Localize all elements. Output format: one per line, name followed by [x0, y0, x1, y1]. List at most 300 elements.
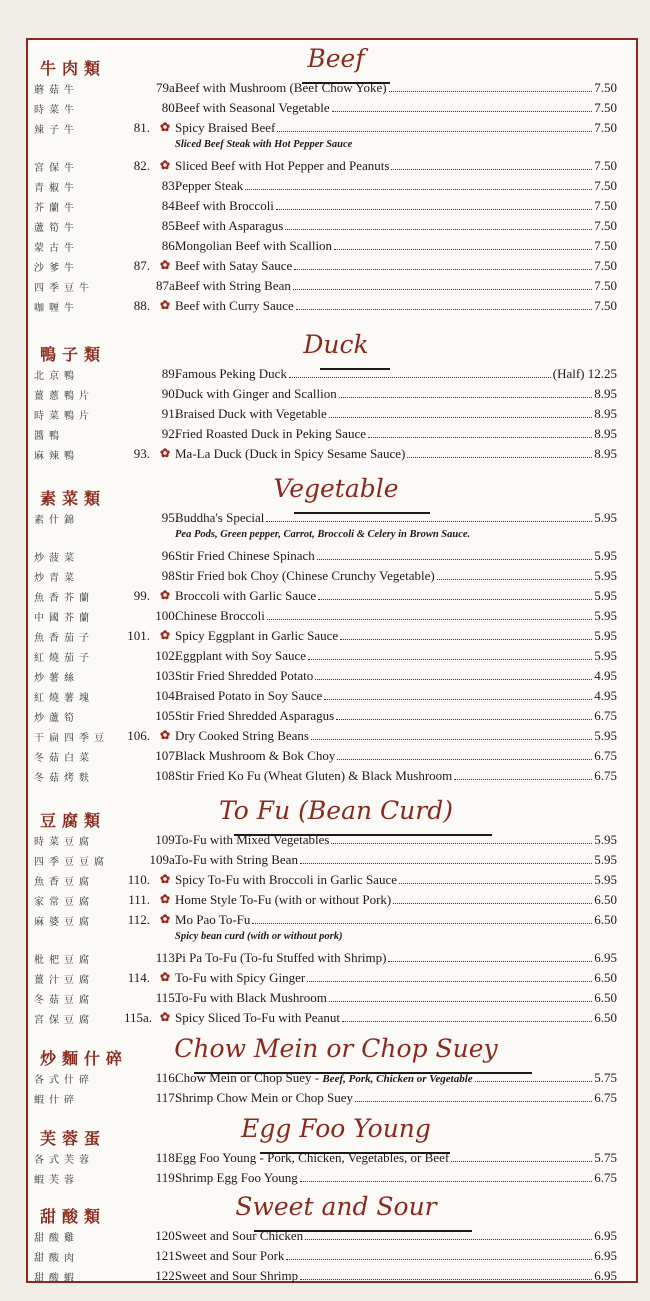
item-name: Pepper Steak [175, 178, 244, 193]
item-price: 6.50 [594, 1010, 617, 1025]
menu-item [28, 508, 636, 528]
dot-leader [437, 570, 593, 580]
dot-leader [300, 854, 592, 864]
menu-item [28, 988, 636, 1008]
item-price: 6.75 [594, 708, 617, 723]
item-price: 6.75 [594, 1090, 617, 1105]
item-number: 115a. [124, 1010, 153, 1025]
item-line [175, 510, 617, 526]
item-name-chinese: 青椒牛 [34, 183, 79, 194]
dot-leader [252, 914, 592, 924]
menu-item [28, 1266, 636, 1286]
menu-page [26, 38, 638, 1283]
dot-leader [329, 992, 592, 1002]
menu-item [28, 766, 636, 786]
item-number: 99. [133, 588, 150, 603]
item-name-chinese: 蒙古牛 [34, 243, 79, 254]
dot-leader [393, 894, 592, 904]
dot-leader [342, 1012, 592, 1022]
item-number: 83. [161, 178, 178, 193]
dot-leader [337, 750, 592, 760]
item-line [175, 298, 617, 314]
item-price: 8.95 [594, 386, 617, 401]
item-name-chinese: 四季豆豆腐 [34, 857, 109, 868]
item-name-chinese: 魚香茄子 [34, 633, 94, 644]
item-line [175, 386, 617, 402]
item-name-chinese: 沙爹牛 [34, 263, 79, 274]
item-name: Home Style To-Fu (with or without Pork) [175, 892, 392, 907]
item-number: 81. [133, 120, 150, 135]
item-price: 7.50 [594, 298, 617, 313]
item-line [175, 668, 617, 684]
item-price: 6.75 [594, 1170, 617, 1185]
item-name: Stir Fried bok Choy (Chinese Crunchy Vegetable) [175, 568, 435, 583]
spicy-icon: ✿ [159, 628, 170, 642]
item-price: 7.50 [594, 120, 617, 135]
item-name-chinese: 薑汁豆腐 [34, 975, 94, 986]
item-name: Beef with Broccoli [175, 198, 274, 213]
item-price: 5.95 [594, 568, 617, 583]
spicy-icon: ✿ [159, 158, 170, 172]
item-name: Beef with Seasonal Vegetable [175, 100, 330, 115]
dot-leader [329, 408, 593, 418]
menu-item [28, 1008, 636, 1028]
item-description: Spicy bean curd (with or without pork) [175, 931, 343, 942]
item-name: Braised Duck with Vegetable [175, 406, 327, 421]
item-name: Famous Peking Duck [175, 366, 287, 381]
item-line [175, 892, 617, 908]
item-name-chinese: 干扁四季豆 [34, 733, 109, 744]
dot-leader [308, 650, 592, 660]
item-name-chinese: 薑蔥鴨片 [34, 391, 94, 402]
item-line [175, 548, 617, 564]
item-number: 102. [155, 648, 178, 663]
item-line [175, 832, 617, 848]
item-number: 120. [155, 1228, 178, 1243]
item-price: 7.50 [594, 278, 617, 293]
dot-leader [332, 102, 593, 112]
item-line [175, 688, 617, 704]
item-price: 5.95 [594, 728, 617, 743]
item-name: Sweet and Sour Pork [175, 1248, 285, 1263]
item-name: Stir Fried Shredded Potato [175, 668, 314, 683]
spicy-icon: ✿ [159, 728, 170, 742]
item-number: 122. [155, 1268, 178, 1283]
dot-leader [331, 834, 592, 844]
item-name: Spicy Eggplant in Garlic Sauce [175, 628, 339, 643]
item-name-chinese: 咖喱牛 [34, 303, 79, 314]
item-line [175, 588, 617, 604]
menu-item [28, 78, 636, 98]
dot-leader [311, 730, 592, 740]
item-number: 106. [127, 728, 150, 743]
item-name-chinese: 蝦什碎 [34, 1095, 79, 1106]
menu-item [28, 1168, 636, 1188]
item-price: 8.95 [594, 406, 617, 421]
item-number: 87a. [155, 278, 178, 293]
item-price: 6.95 [594, 1268, 617, 1283]
section-title: Egg Foo Young [241, 1114, 431, 1143]
section-title: Chow Mein or Chop Suey [174, 1034, 498, 1063]
item-line [175, 628, 617, 644]
dot-leader [293, 280, 592, 290]
dot-leader [336, 710, 592, 720]
item-name-chinese: 時菜豆腐 [34, 837, 94, 848]
item-name-chinese: 素什錦 [34, 515, 79, 526]
item-name-chinese: 魚香芥蘭 [34, 593, 94, 604]
item-number: 84. [161, 198, 178, 213]
item-name: Ma-La Duck (Duck in Spicy Sesame Sauce) [175, 446, 406, 461]
menu-item [28, 910, 636, 930]
item-name-chinese: 宮保豆腐 [34, 1015, 94, 1026]
item-number: 100. [155, 608, 178, 623]
item-name: To-Fu with Mixed Vegetables [175, 832, 330, 847]
item-name-chinese: 時菜鴨片 [34, 411, 94, 422]
item-name-chinese: 炒蘆筍 [34, 713, 79, 724]
item-name: Shrimp Chow Mein or Chop Suey [175, 1090, 354, 1105]
menu-item [28, 606, 636, 626]
item-number: 85. [161, 218, 178, 233]
item-price: 6.95 [594, 950, 617, 965]
item-number: 82. [133, 158, 150, 173]
dot-leader [334, 240, 592, 250]
item-line [175, 912, 617, 928]
item-line [175, 1268, 617, 1284]
section-title: Vegetable [273, 474, 399, 503]
dot-leader [317, 550, 593, 560]
menu-item [28, 850, 636, 870]
item-name-chinese: 魚香豆腐 [34, 877, 94, 888]
item-number: 86. [161, 238, 178, 253]
item-name: Chow Mein or Chop Suey - Beef, Pork, Chicken or Vegetable [175, 1070, 473, 1085]
item-number: 114. [127, 970, 150, 985]
menu-item [28, 1088, 636, 1108]
item-number: 116. [155, 1070, 178, 1085]
item-price: 6.75 [594, 768, 617, 783]
menu-item [28, 156, 636, 176]
item-number: 79a. [155, 80, 178, 95]
item-price: 7.50 [594, 178, 617, 193]
item-number: 111. [128, 892, 150, 907]
item-line [175, 1228, 617, 1244]
item-name: Beef with Satay Sauce [175, 258, 293, 273]
item-name-chinese: 冬菇白菜 [34, 753, 94, 764]
item-price: 6.95 [594, 1248, 617, 1263]
section-title-chinese: 甜酸類 [40, 1207, 107, 1226]
item-line [175, 748, 617, 764]
section-title: Beef [307, 44, 365, 73]
item-line [175, 366, 617, 382]
item-price: 8.95 [594, 426, 617, 441]
item-name: Black Mushroom & Bok Choy [175, 748, 336, 763]
dot-leader [355, 1092, 592, 1102]
menu-item [28, 1246, 636, 1266]
item-price: 5.75 [594, 1150, 617, 1165]
menu-item [28, 1148, 636, 1168]
item-number: 89. [161, 366, 178, 381]
item-name: Pi Pa To-Fu (To-fu Stuffed with Shrimp) [175, 950, 387, 965]
dot-leader [388, 952, 592, 962]
item-name: Beef with Mushroom (Beef Chow Yoke) [175, 80, 387, 95]
menu-item [28, 686, 636, 706]
item-line [175, 238, 617, 254]
item-number: 108. [155, 768, 178, 783]
item-price: 6.75 [594, 748, 617, 763]
item-line [175, 1248, 617, 1264]
dot-leader [285, 220, 592, 230]
menu-item [28, 236, 636, 256]
item-number: 117. [155, 1090, 178, 1105]
item-price: 5.95 [594, 832, 617, 847]
item-number: 110. [127, 872, 150, 887]
spicy-icon: ✿ [159, 912, 170, 926]
item-name-chinese: 醬鴨 [34, 431, 64, 442]
item-name-chinese: 甜酸肉 [34, 1253, 79, 1264]
item-name: Beef with Asparagus [175, 218, 284, 233]
item-number: 103. [155, 668, 178, 683]
item-name-chinese: 枇杷豆腐 [34, 955, 94, 966]
item-name: Sliced Beef with Hot Pepper and Peanuts [175, 158, 390, 173]
item-number: 87. [133, 258, 150, 273]
menu-item [28, 404, 636, 424]
item-name-chinese: 冬菇豆腐 [34, 995, 94, 1006]
item-name: Beef with Curry Sauce [175, 298, 294, 313]
item-line [175, 648, 617, 664]
item-name-chinese: 紅燒茄子 [34, 653, 94, 664]
spicy-icon: ✿ [159, 258, 170, 272]
item-line [175, 728, 617, 744]
item-name: Mongolian Beef with Scallion [175, 238, 333, 253]
item-name: Spicy Sliced To-Fu with Peanut [175, 1010, 340, 1025]
dot-leader [318, 590, 592, 600]
dot-leader [340, 630, 592, 640]
item-line [175, 1070, 617, 1086]
dot-leader [407, 448, 592, 458]
item-number: 95. [161, 510, 178, 525]
item-line [175, 872, 617, 888]
item-name: Fried Roasted Duck in Peking Sauce [175, 426, 366, 441]
item-name: Chinese Broccoli [175, 608, 265, 623]
dot-leader [339, 388, 593, 398]
item-line [175, 120, 617, 136]
menu-item [28, 870, 636, 890]
item-line [175, 1010, 617, 1026]
item-name: Duck with Ginger and Scallion [175, 386, 337, 401]
item-number: 101. [127, 628, 150, 643]
item-price: 8.95 [594, 446, 617, 461]
item-name: Sweet and Sour Shrimp [175, 1268, 299, 1283]
item-number: 118. [155, 1150, 178, 1165]
item-number: 121. [155, 1248, 178, 1263]
item-name-chinese: 蝦芙蓉 [34, 1175, 79, 1186]
item-price: 7.50 [594, 238, 617, 253]
item-price: 5.95 [594, 510, 617, 525]
item-name: Shrimp Egg Foo Young [175, 1170, 298, 1185]
dot-leader [305, 1230, 592, 1240]
item-number: 119. [155, 1170, 178, 1185]
item-price: 5.95 [594, 648, 617, 663]
item-line [175, 608, 617, 624]
item-name: Beef with String Bean [175, 278, 291, 293]
section-title: Sweet and Sour [235, 1192, 437, 1221]
dot-leader [315, 670, 592, 680]
section-title-chinese: 炒麵什碎 [40, 1049, 129, 1068]
dot-leader [307, 972, 592, 982]
item-line [175, 568, 617, 584]
item-number: 96. [161, 548, 178, 563]
item-description: Pea Pods, Green pepper, Carrot, Broccoli & Celery in Brown Sauce. [175, 529, 471, 540]
item-line [175, 1090, 617, 1106]
item-name: To-Fu with String Bean [175, 852, 298, 867]
spicy-icon: ✿ [159, 588, 170, 602]
menu-item [28, 276, 636, 296]
item-name: Stir Fried Ko Fu (Wheat Gluten) & Black Mushroom [175, 768, 453, 783]
item-name: Spicy To-Fu with Broccoli in Garlic Sauce [175, 872, 397, 887]
dot-leader [300, 1270, 592, 1280]
menu-item [28, 176, 636, 196]
menu-item [28, 830, 636, 850]
item-name: Dry Cooked String Beans [175, 728, 309, 743]
item-name: To-Fu with Spicy Ginger [175, 970, 306, 985]
item-number: 93. [133, 446, 150, 461]
menu-item [28, 948, 636, 968]
section-title: Duck [303, 330, 369, 359]
dot-leader [286, 1250, 592, 1260]
item-line [175, 158, 617, 174]
item-name: Egg Foo Young - Pork, Chicken, Vegetables, or Beef [175, 1150, 450, 1165]
menu-item [28, 256, 636, 276]
dot-leader [324, 690, 592, 700]
spicy-icon: ✿ [159, 892, 170, 906]
dot-leader [277, 122, 592, 132]
item-line [175, 708, 617, 724]
item-name-chinese: 蘆筍牛 [34, 223, 79, 234]
item-name-chinese: 北京鴨 [34, 371, 79, 382]
item-line [175, 218, 617, 234]
section-title-chinese: 芙蓉蛋 [40, 1129, 107, 1148]
item-name: Mo Pao To-Fu [175, 912, 251, 927]
item-price: 5.95 [594, 588, 617, 603]
item-line [175, 1150, 617, 1166]
item-price: 5.95 [594, 608, 617, 623]
item-line [175, 1170, 617, 1186]
item-name: Sweet and Sour Chicken [175, 1228, 304, 1243]
item-number: 105. [155, 708, 178, 723]
section-title-chinese: 鴨子類 [40, 345, 107, 364]
dot-leader [266, 512, 592, 522]
item-price: 5.95 [594, 628, 617, 643]
dot-leader [294, 260, 592, 270]
item-price: 4.95 [594, 668, 617, 683]
item-line [175, 950, 617, 966]
menu-item [28, 746, 636, 766]
item-name-chinese: 家常豆腐 [34, 897, 94, 908]
item-name-chinese: 中國芥蘭 [34, 613, 94, 624]
item-line [175, 198, 617, 214]
dot-leader [391, 160, 592, 170]
menu-item [28, 1068, 636, 1088]
item-price: 7.50 [594, 258, 617, 273]
item-name-chinese: 紅燒薯塊 [34, 693, 94, 704]
item-line [175, 426, 617, 442]
spicy-icon: ✿ [159, 446, 170, 460]
item-name-chinese: 時菜牛 [34, 105, 79, 116]
item-number: 88. [133, 298, 150, 313]
dot-leader [289, 368, 551, 378]
dot-leader [267, 610, 592, 620]
item-line [175, 970, 617, 986]
item-name: Stir Fried Chinese Spinach [175, 548, 315, 563]
item-price: 5.95 [594, 872, 617, 887]
menu-item [28, 968, 636, 988]
dot-leader [296, 300, 592, 310]
item-price: 5.95 [594, 852, 617, 867]
menu-item [28, 364, 636, 384]
menu-item [28, 706, 636, 726]
menu-item [28, 196, 636, 216]
item-price: 4.95 [594, 688, 617, 703]
item-number: 92. [161, 426, 178, 441]
item-description: Sliced Beef Steak with Hot Pepper Sauce [175, 139, 353, 150]
item-name-chinese: 各式什碎 [34, 1075, 94, 1086]
item-line [175, 852, 617, 868]
dot-leader [245, 180, 592, 190]
item-price: 6.50 [594, 970, 617, 985]
item-price: 6.50 [594, 912, 617, 927]
item-number: 109a. [149, 852, 178, 867]
item-line [175, 100, 617, 116]
dot-leader [399, 874, 592, 884]
item-price: 7.50 [594, 100, 617, 115]
item-price: (Half) 12.25 [552, 366, 617, 381]
dot-leader [475, 1072, 593, 1082]
item-line [175, 768, 617, 784]
menu-item [28, 444, 636, 464]
dot-leader [451, 1152, 592, 1162]
item-name-chinese: 炒菠菜 [34, 553, 79, 564]
item-number: 107. [155, 748, 178, 763]
item-name-chinese: 炒薯絲 [34, 673, 79, 684]
item-name-chinese: 麻辣鴨 [34, 451, 79, 462]
item-number: 115. [155, 990, 178, 1005]
item-line [175, 446, 617, 462]
item-name-chinese: 宮保牛 [34, 163, 79, 174]
menu-item [28, 890, 636, 910]
item-name: Spicy Braised Beef [175, 120, 276, 135]
item-price: 7.50 [594, 198, 617, 213]
item-line [175, 80, 617, 96]
item-line [175, 406, 617, 422]
section-title-chinese: 豆腐類 [40, 811, 107, 830]
item-name: To-Fu with Black Mushroom [175, 990, 327, 1005]
item-name-chinese: 芥蘭牛 [34, 203, 79, 214]
dot-leader [368, 428, 592, 438]
item-number: 109. [155, 832, 178, 847]
item-line [175, 278, 617, 294]
item-name-chinese: 蘑菇牛 [34, 85, 79, 96]
item-number: 104. [155, 688, 178, 703]
section-title-chinese: 牛肉類 [40, 59, 107, 78]
menu-item [28, 424, 636, 444]
item-line [175, 178, 617, 194]
item-name-chinese: 辣子牛 [34, 125, 79, 136]
menu-item [28, 566, 636, 586]
item-name-chinese: 甜酸雞 [34, 1233, 79, 1244]
menu-item [28, 546, 636, 566]
item-name-chinese: 甜酸蝦 [34, 1273, 79, 1284]
item-name-extra: Beef, Pork, Chicken or Vegetable [322, 1073, 473, 1085]
menu-item [28, 98, 636, 118]
